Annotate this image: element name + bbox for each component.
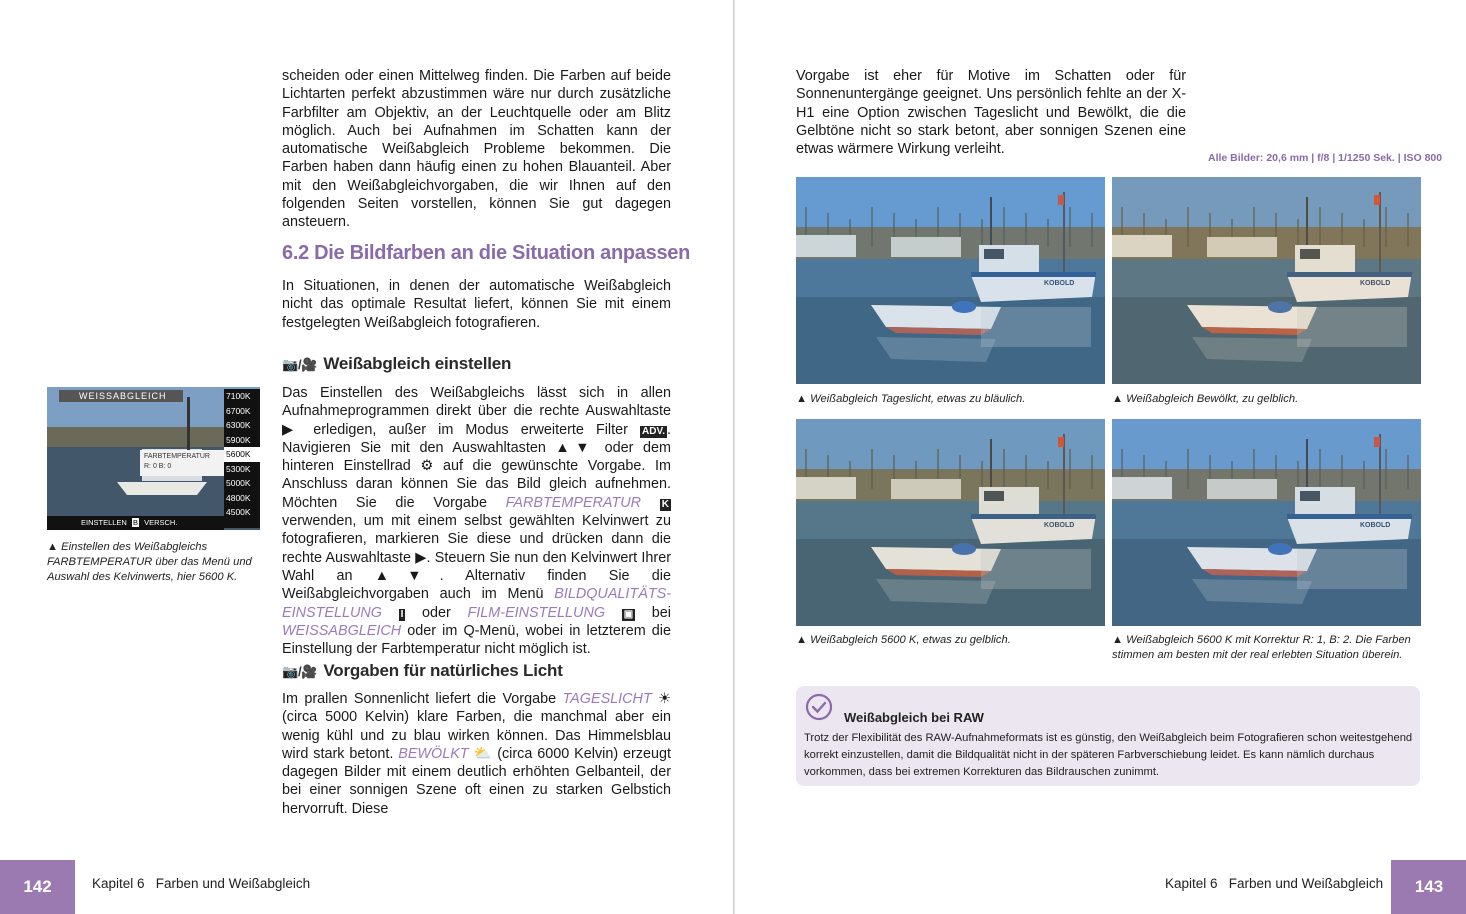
text-run: oder im Q-Menü, wobei in letzterem die Einstellung der Farbtemperatur nicht möglich ist.	[282, 622, 671, 658]
kelvin-item[interactable]: 4500K	[226, 507, 251, 517]
kelvin-item[interactable]: 7100K	[226, 391, 251, 401]
info-box-body: Trotz der Flexibilität des RAW-Aufnahmeformats ist es günstig, den Weißabgleich beim Fotografieren schon weitestgehend korrekt einzustellen, damit die Bildqualität nicht in der späteren Farbverschiebung leidet. Es kann nämlich durchaus vorkommen, dass bei extremen Korrekturen das Bildrauschen zunimmt.	[804, 732, 1413, 778]
text-run: Das Einstellen des Weißabgleichs lässt sich in allen Aufnahmeprogrammen direkt über die rechte Auswahltaste ▶ erledigen, außer im Modus erweiterte Filter	[282, 385, 671, 438]
text-run: oder	[405, 604, 468, 621]
menu-term-tageslicht: TAGESLICHT	[562, 691, 652, 707]
photo-5600k	[796, 419, 1105, 626]
subheading-label: Vorgaben für natürliches Licht	[323, 661, 563, 680]
command-dial-icon: ⚙	[420, 458, 434, 475]
back-label: VERSCH.	[144, 518, 178, 527]
harbor-photo	[1112, 177, 1421, 384]
dialog-values: R: 0 B: 0	[144, 463, 172, 470]
harbor-photo	[796, 177, 1105, 384]
film-menu-icon: ▣	[623, 608, 634, 620]
menu-term-bewoelkt: BEWÖLKT	[398, 745, 469, 762]
info-box-title: Weißabgleich bei RAW	[844, 710, 984, 725]
text-run: auf die gewünschte Vorgabe. Im Anschluss daran können Sie das Bild gleich aufnehmen. Möchten Sie die Vorgabe	[282, 458, 671, 511]
caption-tageslicht: ▲ Weißabgleich Tageslicht, etwas zu bläulich.	[796, 393, 1026, 405]
text-run: Im prallen Sonnenlicht liefert die Vorgabe	[282, 691, 563, 707]
farbtemperatur-dialog	[140, 450, 224, 476]
paragraph-natural-light	[282, 690, 671, 818]
harbor-photo	[1112, 419, 1421, 626]
kelvin-item[interactable]: 6300K	[226, 420, 251, 430]
svg-text:KOBOLD: KOBOLD	[1360, 280, 1391, 287]
camera-video-icon: 📷/🎥	[282, 664, 318, 679]
camera-screen-caption: ▲ Einstellen des Weißabgleichs FARBTEMPERATUR über das Menü und Auswahl des Kelvinwerts, hier 5600 K.	[47, 541, 252, 583]
svg-text:KOBOLD: KOBOLD	[1044, 280, 1075, 287]
subheading-natuerliches-licht	[282, 661, 563, 681]
menu-term-farbtemperatur: FARBTEMPERATUR	[505, 494, 642, 511]
svg-text:KOBOLD: KOBOLD	[1360, 522, 1391, 529]
svg-text:KOBOLD: KOBOLD	[1044, 522, 1075, 529]
harbor-photo	[796, 419, 1105, 626]
kelvin-item[interactable]: 6700K	[226, 405, 251, 416]
subheading-label: Weißabgleich einstellen	[323, 354, 512, 373]
chapter-footer: Kapitel 6 Farben und Weißabgleich	[92, 876, 311, 891]
caption-5600k: ▲ Weißabgleich 5600 K, etwas zu gelblich.	[796, 634, 1011, 646]
checkmark-circle-icon	[804, 692, 834, 722]
kelvin-item[interactable]: 4800K	[226, 492, 251, 503]
paragraph-section-intro: In Situationen, in denen der automatische Weißabgleich nicht das optimale Resultat liefert, können Sie mit einem festgelegten Weißabgleich fotografieren.	[282, 278, 671, 331]
menu-term-weissabgleich: WEISSABGLEICH	[282, 622, 402, 639]
set-label: EINSTELLEN	[81, 518, 127, 527]
adv-mode-icon: ADV.	[642, 425, 665, 437]
page-number: 142	[0, 860, 75, 914]
right-page	[734, 0, 1466, 914]
screen-title: WEISSABGLEICH	[59, 390, 183, 402]
subheading-weissabgleich-einstellen	[282, 354, 511, 374]
dialog-label: FARBTEMPERATUR	[144, 453, 210, 460]
menu-term-bildqualitaet: BILDQUALITÄTS-EINSTELLUNG	[282, 586, 671, 621]
info-box-raw	[796, 686, 1420, 786]
paragraph-instructions	[282, 384, 671, 658]
kelvin-list	[224, 389, 260, 528]
photo-credit: Alle Bilder: 20,6 mm | f/8 | 1/1250 Sek. | ISO 800	[1208, 152, 1443, 164]
cloud-sun-icon: ⛅	[473, 745, 493, 762]
caption-bewoelkt: ▲ Weißabgleich Bewölkt, zu gelblich.	[1112, 393, 1299, 405]
photo-5600k-corrected	[1112, 419, 1421, 626]
section-heading: 6.2 Die Bildfarben an die Situation anpassen	[282, 242, 691, 264]
text-run: (circa 6000 Kelvin) erzeugt dagegen Bilder mit einem deutlich erhöhten Gelbanteil, der bei einer sonnigen Szene oft einen zu starken Gelbstich hervorruft. Diese	[282, 745, 672, 817]
screen-bottom-bar: EINSTELLEN B VERSCH.	[47, 516, 224, 530]
photo-bewoelkt	[1112, 177, 1421, 384]
kelvin-item-selected[interactable]: 5600K	[224, 447, 260, 462]
text-run: . Navigieren Sie mit den Auswahltasten ▲▼ oder dem hinteren Einstellrad	[282, 421, 671, 475]
kelvin-item[interactable]: 5000K	[226, 478, 251, 488]
chapter-footer: Kapitel 6 Farben und Weißabgleich	[1165, 876, 1384, 891]
text-run: verwenden, um mit einem selbst gewählten Kelvinwert zu fotografieren, markieren Sie diese und drücken dann die rechte Auswahltaste ▶. Steuern Sie nun den Kelvinwert Ihrer Wahl an ▲▼. Alternativ finden Sie die Weißabgleichvorgaben auch im Menü	[282, 513, 671, 603]
text-run: bei	[635, 604, 672, 621]
camera-screen-figure	[47, 387, 260, 530]
kelvin-item[interactable]: 5900K	[226, 434, 251, 445]
camera-video-icon: 📷/🎥	[282, 357, 318, 372]
caption-5600k-corrected: ▲ Weißabgleich 5600 K mit Korrektur R: 1, B: 2. Die Farben stimmen am besten mit der real erlebten Situation überein.	[1112, 634, 1411, 661]
kelvin-item[interactable]: 5300K	[226, 463, 251, 474]
paragraph-intro: scheiden oder einen Mittelweg finden. Die Farben auf beide Lichtarten perfekt abzustimmen wäre nur durch zusätzliche Farbfilter am Objektiv, an der Leuchtquelle oder am Blitz möglich. Auch bei Aufnahmen im Schatten kann der automatische Weißabgleich Probleme bekommen. Die Farben haben dann häufig einen zu hohen Blauanteil. Aber mit den Weißabgleichvorgaben, die wir Ihnen auf den folgenden Seiten vorstellen, können Sie gut dagegen ansteuern.	[282, 68, 671, 231]
text-run: ☀ (circa 5000 Kelvin) klare Farben, die manchmal aber ein wenig kühl und zu blau wirken können. Das Himmelsblau wird stark betont.	[282, 691, 671, 762]
kelvin-icon: K	[661, 498, 669, 510]
paragraph-continued: Vorgabe ist eher für Motive im Schatten oder für Sonnenuntergänge geeignet. Uns persönlich fehlte an der X-H1 eine Option zwischen Tageslicht und Bewölkt, die die Gelbtöne nicht so stark betont, aber sonnigen Szenen eine etwas wärmere Wirkung verleiht.	[796, 68, 1186, 158]
menu-term-film: FILM-EINSTELLUNG	[467, 604, 606, 621]
page-number: 143	[1391, 860, 1466, 914]
menu-i-icon: I	[400, 608, 404, 620]
photo-tageslicht	[796, 177, 1105, 384]
